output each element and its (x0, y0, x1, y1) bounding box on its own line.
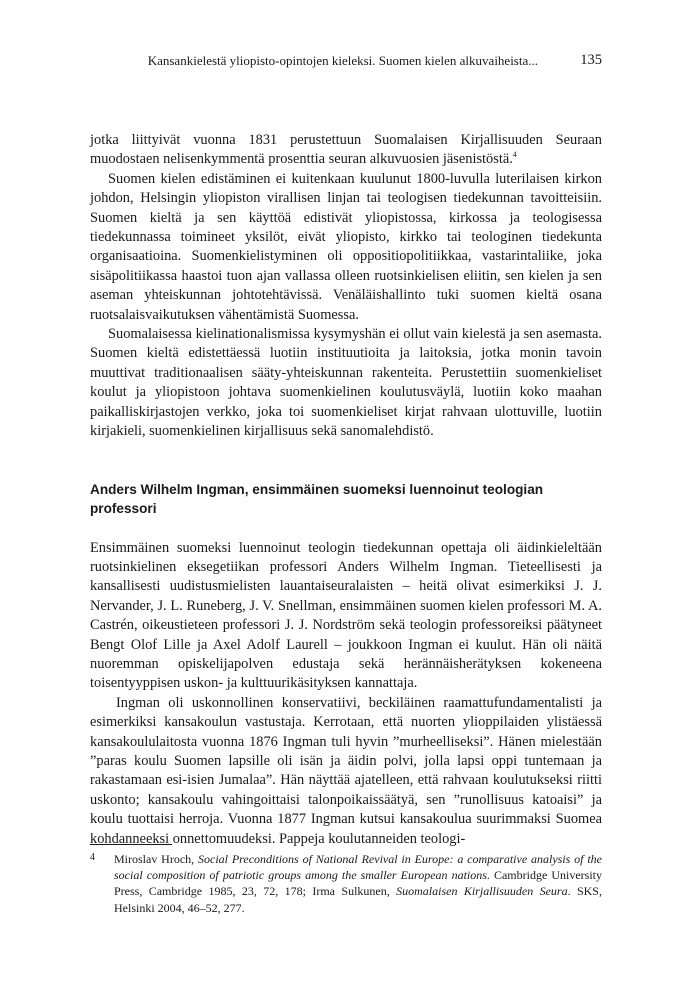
page-number: 135 (580, 52, 602, 68)
footnote-author-1: Miroslav Hroch, (114, 852, 199, 866)
running-head-title: Kansankielestä yliopisto-opintojen kieleksi. Suomen kielen alkuvaiheista... (147, 53, 538, 68)
footnote-title-1: Social Preconditions of National Revival in Europe: a comparative analysis of the social composition of patriotic groups among the smaller European nations (114, 852, 602, 883)
paragraph-3: Suomalaisessa kielinationalismissa kysymyshän ei ollut vain kielestä ja sen asemasta. Suomen kieltä edistettäessä luotiin instituutioita ja laitoksia, jotka monin tavoin muuttivat traditionaalisen sääty-yhteiskunnan rakenteita. Perustettiin suomenkieliset koulut ja yliopistoon johtava suomenkielinen koulutusväylä, luotiin koko maahan paikalliskirjastojen verkko, joka toi suomenkieliset kirjat rahvaan ulottuville, luotiin kirjakieli, suomenkielinen kirjallisuus sekä sanomalehdistö. (90, 326, 602, 440)
paragraph-1-text: jotka liittyivät vuonna 1831 perustettuun Suomalaisen Kirjallisuuden Seuraan muodostaen nelisenkymmentä prosenttia seuran alkuvuosien jäsenistöstä. (90, 132, 602, 168)
footnote-text (114, 851, 602, 916)
footnote-number: 4 (90, 852, 95, 863)
footnote-title-2: Suomalaisen Kirjallisuuden Seura (396, 884, 568, 899)
paragraph-1 (90, 131, 602, 170)
footnote-reference: 4 (512, 150, 517, 160)
paragraph-2: Suomen kielen edistäminen ei kuitenkaan kuulunut 1800-luvulla luterilaisen kirkon johdon, Helsingin yliopiston virallisen linjan tai teologisen tiedekunnan tavoitteisiin. Suomen kieltä ja sen käyttöä edistivät yliopistossa, kirkossa ja teologisessa tiedekunnassa toimineet yksilöt, eivät yliopisto, kirkko tai teologinen tiedekunta organisaatioina. Suomenkielistyminen oli oppositiopolitiikkaa, vastarintaliike, joka sisäpolitiikassa haastoi tuon ajan vallassa olleen ruotsinkielisen eliitin, sen kielen ja sen aseman yhteiskunnan johtotehtävissä. Venäläishallinto tuki suomen kieltä osana ruotsalaisvaikutuksen vähentämistä Suomessa. (90, 170, 602, 323)
paragraph-4: Ensimmäinen suomeksi luennoinut teologin tiedekunnan opettaja oli äidinkieleltään ruotsinkielinen eksegetiikan professori Anders Wilhelm Ingman. Tieteellisesti ja kansallisesti uudistusmielisten lauantaiseuralaisten – heitä olivat esimerkiksi J. J. Nervander, J. L. Runeberg, J. V. Snellman, ensimmäinen suomen kielen professori M. A. Castrén, oikeustieteen professori J. J. Nordström sekä teologin professoreiksi päätyneet Bengt Olof Lille ja Axel Adolf Laurell – joukkoon Ingman ei kuulut. Hän oli näitä nuoremman opiskelijapolven edustaja sekä herännäisherätyksen kokeneena toisentyyppisen uskon- ja kulttuurikäsityksen kannattaja. (90, 539, 602, 692)
section-heading: Anders Wilhelm Ingman, ensimmäinen suomeksi luennoinut teologian professori (90, 481, 544, 516)
footnote-publisher-2: . SKS, Helsinki 2004, 46–52, 277. (114, 884, 602, 915)
footnote-publisher-1: . Cambridge University Press, Cambridge 1985, 23, 72, 178; Irma Sulkunen, (114, 868, 603, 899)
footnote-rule (90, 844, 172, 845)
paragraph-5: Ingman oli uskonnollinen konservatiivi, beckiläinen raamattufundamentalisti ja esimerkiksi kansakoulun vastustaja. Kerrotaan, että nuorten ylioppilaiden ylistäessä kansakoululaitosta vuonna 1876 Ingman tuli hyvin ”murheelliseksi”. Hänen mielestään ”paras koulu Suomen lapsille oli isän ja äidin polvi, jolla lapsi oppi tuntemaan ja rakastamaan esi-isien Jumalaa”. Hän näyttää ajatelleen, että rahvaan koulutukseksi riitti uskonto; kansakoulu vahingoittaisi talonpoikaissäätyä, sen ”runollisuus katoaisi” ja koulu tuottaisi herroja. Vuonna 1877 Ingman kutsui kansakoulua suurimmaksi Suomea kohdanneeksi onnettomuudeksi. Pappeja koulutanneiden teologi- (90, 694, 602, 847)
footnote (90, 851, 602, 916)
body-text (90, 131, 602, 849)
